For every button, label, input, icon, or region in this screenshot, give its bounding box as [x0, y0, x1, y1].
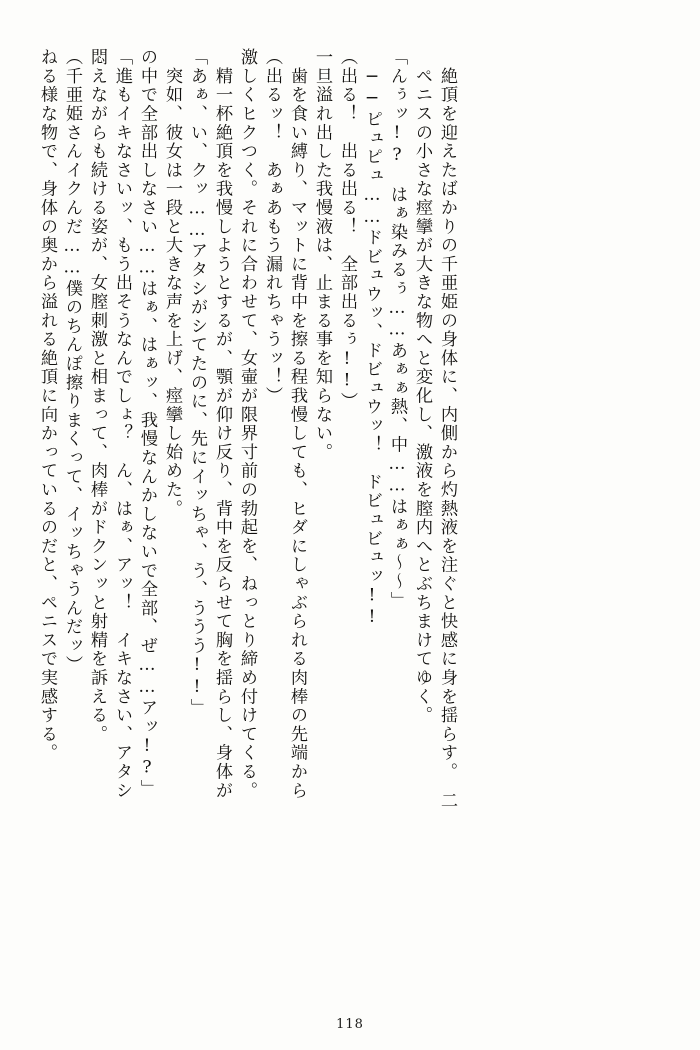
text-line: 「あぁ、い、クッ……アタシがシてたのに、先にイッちゃ、う、ううう!!」 [187, 48, 207, 718]
text-line: 突如、彼女は一段と大きな声を上げ、痙攣し始めた。 [162, 48, 182, 518]
text-line: ──ピュピュ……ドビュウッ、ドビュウッ！ ドビュビュッ!! [362, 48, 382, 629]
text-line: 激しくヒクつく。それに合わせて、女壷が限界寸前の勃起を、ねっとり締め付けてくる。 [237, 48, 257, 800]
vertical-text-block [30, 48, 670, 978]
text-line: （千亜姫さんイクんだ……僕のちんぽ擦りまくって、イッちゃうんだッ） [62, 48, 82, 674]
text-line: の中で全部出しなさい……はぁ、はぁッ、我慢なんかしないで全部、ぜ……アッ!?」 [137, 48, 157, 798]
page-number: 118 [336, 1017, 364, 1032]
text-line: 精一杯絶頂を我慢しようとするが、顎が仰け反り、背中を反らせて胸を揺らし、身体が [212, 48, 232, 800]
text-line: 「んぅッ!? はぁ染みるぅ……あぁぁ熱、中……はぁぁ〜〜」 [387, 48, 407, 610]
text-line: （出るッ！ あぁあもう漏れちゃうッ！） [262, 48, 282, 406]
text-line: ペニスの小さな痙攣が大きな物へと変化し、激液を膣内へとぶちまけてゆく。 [412, 48, 432, 725]
text-line: （出る！ 出る出る！ 全部出るぅ!!） [337, 48, 357, 411]
text-line: 一旦溢れ出した我慢液は、止まる事を知らない。 [312, 48, 332, 462]
text-line: 絶頂を迎えたばかりの千亜姫の身体に、内側から灼熱液を注ぐと快感に身を揺らす。 二 [437, 48, 457, 811]
text-line: 「進もイキなさいッ、もう出そうなんでしょ？ ん、はぁ、アッ！ イキなさい、アタシ [112, 48, 132, 800]
text-line: ねる様な物で、身体の奥から溢れる絶頂に向かっているのだと、ペニスで実感する。 [37, 48, 57, 763]
text-line: 悶えながらも続ける姿が、女膣刺激と相まって、肉棒がドクンッと射精を訴える。 [87, 48, 107, 744]
text-line: 歯を食い縛り、マットに背中を擦る程我慢しても、ヒダにしゃぶられる肉棒の先端から [287, 48, 307, 800]
